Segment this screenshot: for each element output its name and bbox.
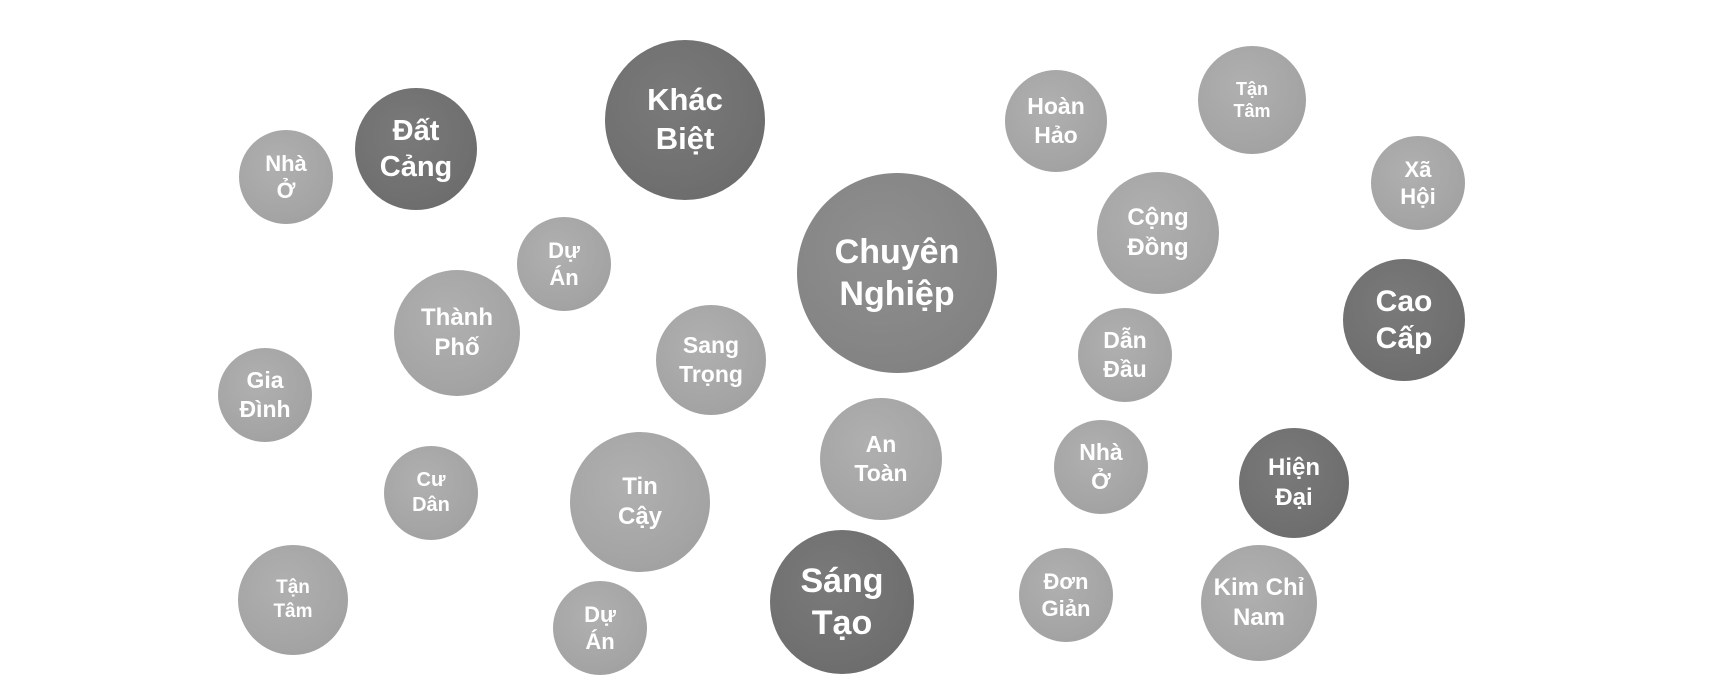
bubble-label-line: Phố — [434, 334, 480, 361]
bubble-tan-tam-2 — [238, 545, 348, 655]
bubble-hoan-hao — [1005, 70, 1107, 172]
bubble-cu-dan — [384, 446, 478, 540]
bubble-label-line: Chuyên — [834, 232, 960, 271]
bubble-khac-biet — [605, 40, 765, 200]
bubble-dan-dau — [1078, 308, 1172, 402]
bubble-label-line: Tận — [1235, 78, 1268, 99]
bubble-gia-dinh — [218, 348, 312, 442]
bubble-label-line: Sang — [682, 332, 740, 359]
bubble-dat-cang — [355, 88, 477, 210]
bubble-label-line: Hảo — [1034, 122, 1078, 148]
bubble-tin-cay — [570, 432, 710, 572]
bubble-label-line: Tin — [622, 473, 658, 500]
bubble-nha-o-1 — [239, 130, 333, 224]
bubble-label-line: Gia — [246, 367, 284, 394]
bubble-label-line: Toàn — [854, 460, 908, 486]
bubble-hien-dai — [1239, 428, 1349, 538]
bubble-label-line: Cư — [416, 469, 446, 491]
bubble-label-line: Đại — [1275, 484, 1313, 511]
bubble-label-line: Nhà — [265, 150, 307, 176]
bubble-label-line: Dự — [584, 601, 616, 627]
bubble-label-line: Đồng — [1127, 234, 1189, 261]
bubble-cong-dong — [1097, 172, 1219, 294]
bubble-label-line: Ở — [276, 178, 296, 203]
bubble-cao-cap — [1343, 259, 1465, 381]
bubble-label-line: Tạo — [811, 604, 873, 642]
bubble-label-line: Nam — [1232, 604, 1285, 631]
bubble-label-line: Đầu — [1103, 356, 1147, 382]
bubble-tan-tam-1 — [1198, 46, 1306, 154]
bubble-label-line: Tâm — [273, 601, 313, 622]
bubble-label-line: Giản — [1041, 596, 1091, 621]
bubble-label-line: Dẫn — [1103, 327, 1147, 354]
bubble-label-line: Xã — [1404, 156, 1432, 182]
bubble-an-toan — [820, 398, 942, 520]
bubble-nha-o-2 — [1054, 420, 1148, 514]
bubble-du-an-1 — [517, 217, 611, 311]
bubble-label-line: Kim Chỉ — [1213, 574, 1305, 601]
bubble-label-line: Hội — [1400, 184, 1436, 209]
bubble-label-line: Thành — [421, 304, 493, 331]
bubble-kim-chi-nam — [1201, 545, 1317, 661]
bubble-label-line: Biệt — [655, 121, 715, 156]
bubble-sang-tao — [770, 530, 914, 674]
bubble-label-line: Dân — [412, 494, 450, 516]
bubble-label-line: Khác — [647, 82, 723, 118]
bubble-label-line: Đất — [392, 114, 440, 147]
bubble-label-line: Nhà — [1079, 439, 1123, 466]
bubble-label-line: Nghiệp — [839, 275, 955, 313]
bubble-label-line: Đình — [239, 396, 291, 422]
bubble-label-line: Hoàn — [1027, 93, 1085, 120]
bubble-label-line: Cảng — [379, 151, 453, 183]
bubble-label-line: Án — [549, 265, 579, 290]
bubble-label-line: Trọng — [679, 361, 743, 387]
bubble-don-gian — [1019, 548, 1113, 642]
bubble-xa-hoi — [1371, 136, 1465, 230]
bubble-label-line: Cao — [1375, 284, 1433, 318]
bubble-label-line: Tận — [276, 577, 310, 599]
bubble-label-line: Hiện — [1267, 454, 1320, 481]
bubble-label-line: Cấp — [1375, 322, 1433, 355]
bubble-label-line: Ở — [1091, 468, 1111, 494]
bubble-label-line: An — [865, 431, 897, 458]
bubble-label-line: Dự — [548, 237, 580, 263]
bubble-sang-trong — [656, 305, 766, 415]
bubble-label-line: Cậy — [617, 503, 663, 530]
bubble-label-line: Đơn — [1043, 568, 1089, 594]
bubble-label-line: Án — [585, 629, 615, 654]
bubble-chuyen-nghiep — [797, 173, 997, 373]
bubble-thanh-pho — [394, 270, 520, 396]
bubble-label-line: Sáng — [800, 561, 884, 600]
bubble-label-line: Tâm — [1233, 101, 1271, 121]
bubble-du-an-2 — [553, 581, 647, 675]
bubble-label-line: Cộng — [1127, 204, 1189, 231]
